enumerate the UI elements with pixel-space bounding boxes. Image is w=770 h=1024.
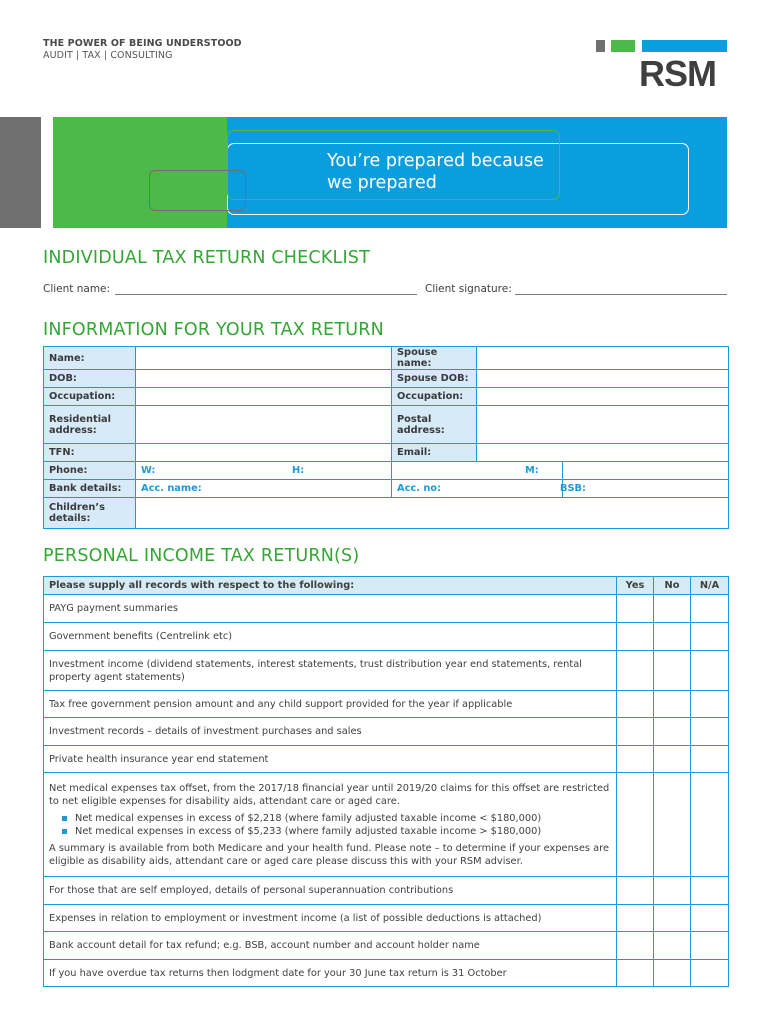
no-checkbox[interactable] [654,691,691,718]
yes-checkbox[interactable] [617,595,654,623]
yes-checkbox[interactable] [617,746,654,773]
tfn-label: TFN: [44,444,136,462]
checklist-row [44,595,729,623]
spouse-occupation-field[interactable] [477,388,729,406]
no-checkbox[interactable] [654,651,691,691]
yes-checkbox[interactable] [617,932,654,960]
residential-address-label [44,406,136,444]
postal-address-field[interactable] [477,406,729,444]
na-checkbox[interactable] [691,595,729,623]
no-checkbox[interactable] [654,595,691,623]
occupation-label: Occupation: [44,388,136,406]
medical-intro: Net medical expenses tax offset, from the 2017/18 financial year until 2019/20 claims for this offset are restricted to net eligible expenses for disability aids, attendant care or aged care. [49,782,610,807]
bsb-label: BSB: [560,483,586,494]
dob-label: DOB: [44,370,136,388]
checklist-item: Investment records – details of investment purchases and sales [44,718,617,746]
checklist-item: Private health insurance year end statement [44,746,617,773]
spouse-name-field[interactable] [477,347,729,370]
no-checkbox[interactable] [654,877,691,905]
residential-label-line2: address: [49,424,97,436]
phone-mobile-label: M: [525,465,539,476]
checklist-header: Please supply all records with respect to the following: [44,577,617,595]
checklist-item: Expenses in relation to employment or investment income (a list of possible deductions is attached) [44,905,617,932]
client-name-field[interactable] [115,294,417,295]
checklist-item: Bank account detail for tax refund; e.g. BSB, account number and account holder name [44,932,617,960]
checklist-row [44,960,729,987]
checklist-item: Tax free government pension amount and any child support provided for the year if applicable [44,691,617,718]
page-title: INDIVIDUAL TAX RETURN CHECKLIST [43,248,371,268]
tfn-field[interactable] [136,444,392,462]
na-checkbox[interactable] [691,877,729,905]
email-label: Email: [392,444,477,462]
checklist-row [44,905,729,932]
tagline: THE POWER OF BEING UNDERSTOOD [43,38,242,49]
na-checkbox[interactable] [691,746,729,773]
banner-line-1: You’re prepared because [327,151,544,171]
na-checkbox[interactable] [691,718,729,746]
name-field[interactable] [136,347,392,370]
email-field[interactable] [477,444,729,462]
client-name-label: Client name: [43,283,111,295]
checklist-row [44,651,729,691]
postal-label-line1: Postal [397,413,432,425]
client-signature-field[interactable] [515,294,727,295]
yes-column-header: Yes [617,577,654,595]
checklist-row [44,718,729,746]
spouse-name-label: Spouse name: [392,347,477,370]
client-signature-label: Client signature: [425,283,512,295]
services-line: AUDIT | TAX | CONSULTING [43,50,173,61]
children-label-line1: Children’s [49,502,105,513]
medical-note: A summary is available from both Medicare and your health fund. Please note – to determine if your expenses are eligible as disability aids, attendant care or aged care please discuss this with your RSM adviser. [49,842,609,867]
name-label: Name: [44,347,136,370]
yes-checkbox[interactable] [617,691,654,718]
spouse-dob-label: Spouse DOB: [392,370,477,388]
banner-grey-block [0,117,41,228]
na-checkbox[interactable] [691,905,729,932]
checklist-row [44,877,729,905]
no-checkbox[interactable] [654,905,691,932]
na-checkbox[interactable] [691,651,729,691]
phone-home-label: H: [292,465,305,476]
banner-tagline [327,150,627,194]
yes-checkbox[interactable] [617,718,654,746]
spouse-occupation-label: Occupation: [392,388,477,406]
phone-label: Phone: [44,462,136,480]
phone-mobile-field[interactable] [525,462,729,480]
residential-address-field[interactable] [136,406,392,444]
no-column-header: No [654,577,691,595]
checklist-item: PAYG payment summaries [44,595,617,623]
na-column-header: N/A [691,577,729,595]
checklist-row [44,691,729,718]
acc-no-field[interactable]: Acc. no: [392,480,563,498]
no-checkbox[interactable] [654,746,691,773]
info-table [43,346,729,529]
yes-checkbox[interactable] [617,623,654,651]
checklist-item: Government benefits (Centrelink etc) [44,623,617,651]
checklist-row [44,623,729,651]
medical-bullet: Net medical expenses in excess of $5,233 (where family adjusted taxable income > $180,000) [75,825,611,838]
checklist-item: If you have overdue tax returns then lodgment date for your 30 June tax return is 31 October [44,960,617,987]
medical-bullets [49,812,611,838]
childrens-details-field[interactable] [136,498,729,529]
yes-checkbox[interactable] [617,651,654,691]
banner-line-2: we prepared [327,173,437,193]
returns-heading: PERSONAL INCOME TAX RETURN(S) [43,546,360,566]
checklist-row [44,932,729,960]
yes-checkbox[interactable] [617,773,654,877]
postal-label-line2: address: [397,424,445,436]
residential-label-line1: Residential [49,413,112,425]
na-checkbox[interactable] [691,773,729,877]
no-checkbox[interactable] [654,718,691,746]
postal-address-label [392,406,477,444]
phone-work-field[interactable]: W: [136,462,392,480]
no-checkbox[interactable] [654,960,691,987]
bsb-field[interactable] [560,480,729,498]
yes-checkbox[interactable] [617,877,654,905]
info-heading: INFORMATION FOR YOUR TAX RETURN [43,320,384,340]
occupation-field[interactable] [136,388,392,406]
checklist-row [44,746,729,773]
no-checkbox[interactable] [654,932,691,960]
childrens-details-label [44,498,136,529]
spouse-dob-field[interactable] [477,370,729,388]
checklist-item: Investment income (dividend statements, interest statements, trust distribution year end statements, rental property agent statements) [44,651,617,691]
na-checkbox[interactable] [691,932,729,960]
yes-checkbox[interactable] [617,960,654,987]
bank-details-label: Bank details: [44,480,136,498]
children-label-line2: details: [49,513,91,524]
checklist-table [43,576,729,987]
na-checkbox[interactable] [691,623,729,651]
na-checkbox[interactable] [691,691,729,718]
no-checkbox[interactable] [654,623,691,651]
banner-grey-frame [149,170,246,211]
checklist-row-medical [44,773,729,877]
rsm-logo: RSM [639,53,716,94]
medical-bullet: Net medical expenses in excess of $2,218 (where family adjusted taxable income < $180,000) [75,812,611,825]
na-checkbox[interactable] [691,960,729,987]
acc-name-field[interactable]: Acc. name: [136,480,392,498]
yes-checkbox[interactable] [617,905,654,932]
dob-field[interactable] [136,370,392,388]
checklist-item-medical [44,773,617,877]
checklist-item: For those that are self employed, details of personal superannuation contributions [44,877,617,905]
no-checkbox[interactable] [654,773,691,877]
